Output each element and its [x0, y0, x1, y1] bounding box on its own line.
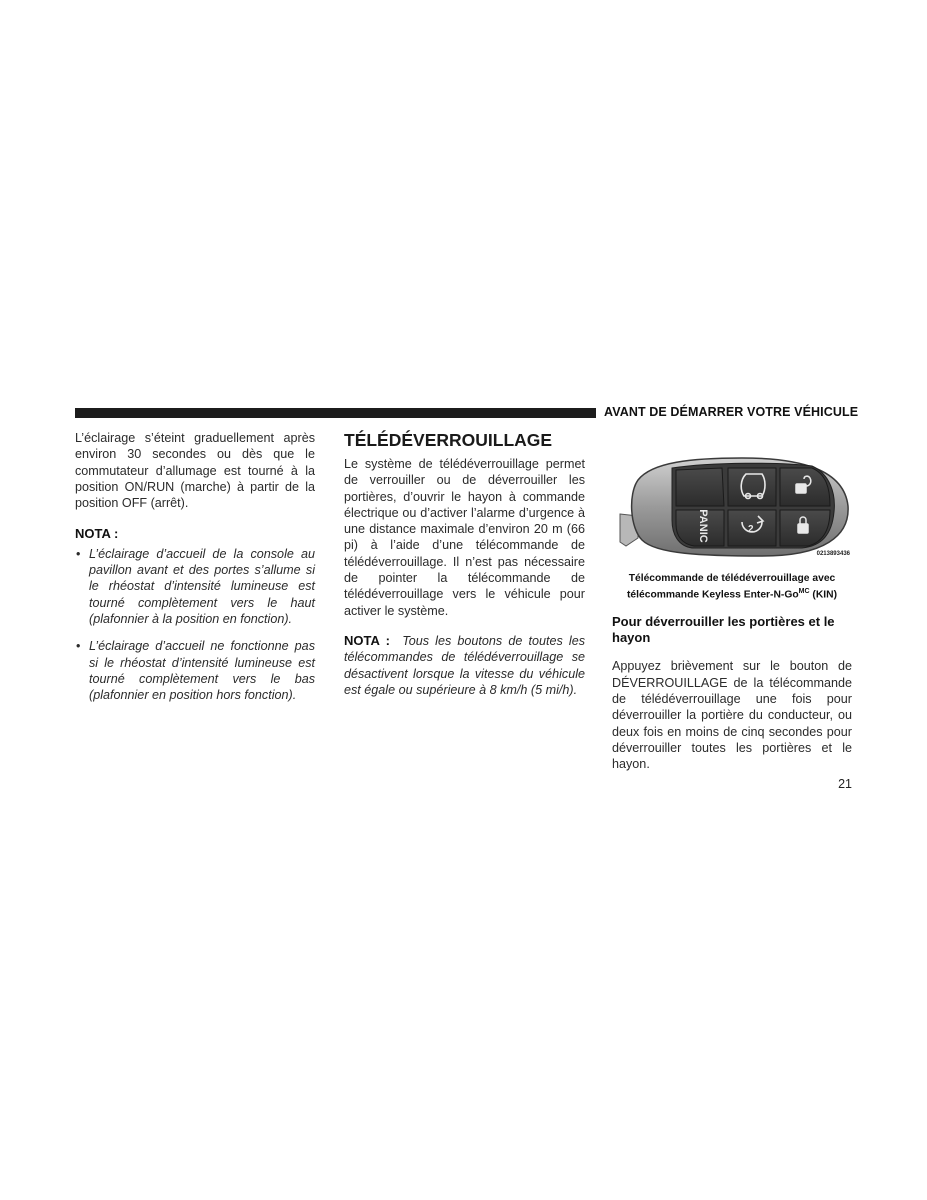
bullet-icon: • [76, 639, 81, 654]
caption-superscript: MC [798, 588, 810, 595]
list-item [75, 546, 315, 627]
caption-line1: Télécommande de télédéverrouillage avec [628, 573, 836, 584]
panic-button-label: PANIC [697, 509, 709, 543]
running-header: AVANT DE DÉMARRER VOTRE VÉHICULE [604, 405, 859, 419]
nota-label: NOTA : [344, 632, 390, 648]
column-left [75, 430, 315, 714]
subsection-heading: Pour déverrouiller les portières et le hayon [612, 614, 835, 646]
header-rule [75, 408, 596, 418]
figure-caption [612, 572, 852, 601]
column-middle [344, 430, 585, 698]
caption-line2: télécommande Keyless Enter-N-Go [626, 589, 799, 601]
nota-list [75, 546, 315, 704]
figure-id: 0213893436 [816, 550, 850, 557]
section-paragraph: Le système de télédéverrouillage permet de verrouiller ou de déverrouiller les portières, d’ouvrir le hayon à commande électrique ou d’activer l’alarme d’urgence à une distance maximale d’environ 20 m (66 pi) à l’aide d’une télécommande de télédéverrouillage. Il n’est pas nécessaire de pointer la télécommande de télédéverrouillage vers le véhicule pour activer le système. [344, 457, 585, 618]
list-item [75, 638, 315, 703]
subsection-paragraph: Appuyez brièvement sur le bouton de DÉVERROUILLAGE de la télécommande de télédéverrouillage une fois pour déverrouiller la portière du conducteur, ou deux fois en moins de cinq secondes pour déverrouiller toutes les portières et le hayon. [612, 659, 852, 772]
intro-paragraph: L’éclairage s’éteint graduellement après environ 30 secondes ou dès que le commutateur d’allumage est tourné à la position ON/RUN (marche) à partir de la position OFF (arrêt). [75, 431, 315, 511]
remote-start-label: 2 [748, 524, 754, 535]
nota-block [344, 633, 585, 698]
nota-heading: NOTA : [75, 526, 119, 542]
bullet-text: L’éclairage d’accueil de la console au pavillon avant et des portes s’allume si le rhéostat d’intensité lumineuse est tourné complètement vers le haut (plafonnier à la position en fonction). [89, 546, 315, 626]
section-title: TÉLÉDÉVERROUILLAGE [344, 430, 553, 450]
nota-text: Tous les boutons de toutes les télécommandes de télédéverrouillage se désactivent lorsque la vitesse du véhicule est égale ou supérieure à 8 km/h (5 mi/h). [344, 633, 585, 697]
key-fob-figure [612, 450, 852, 562]
page-number: 21 [838, 777, 852, 791]
bullet-text: L’éclairage d’accueil ne fonctionne pas si le rhéostat d’intensité lumineuse est tourné complètement vers le bas (plafonnier en position hors fonction). [89, 639, 315, 703]
bullet-icon: • [76, 546, 81, 561]
column-right [612, 430, 852, 773]
caption-line2-end: (KIN) [809, 589, 837, 601]
